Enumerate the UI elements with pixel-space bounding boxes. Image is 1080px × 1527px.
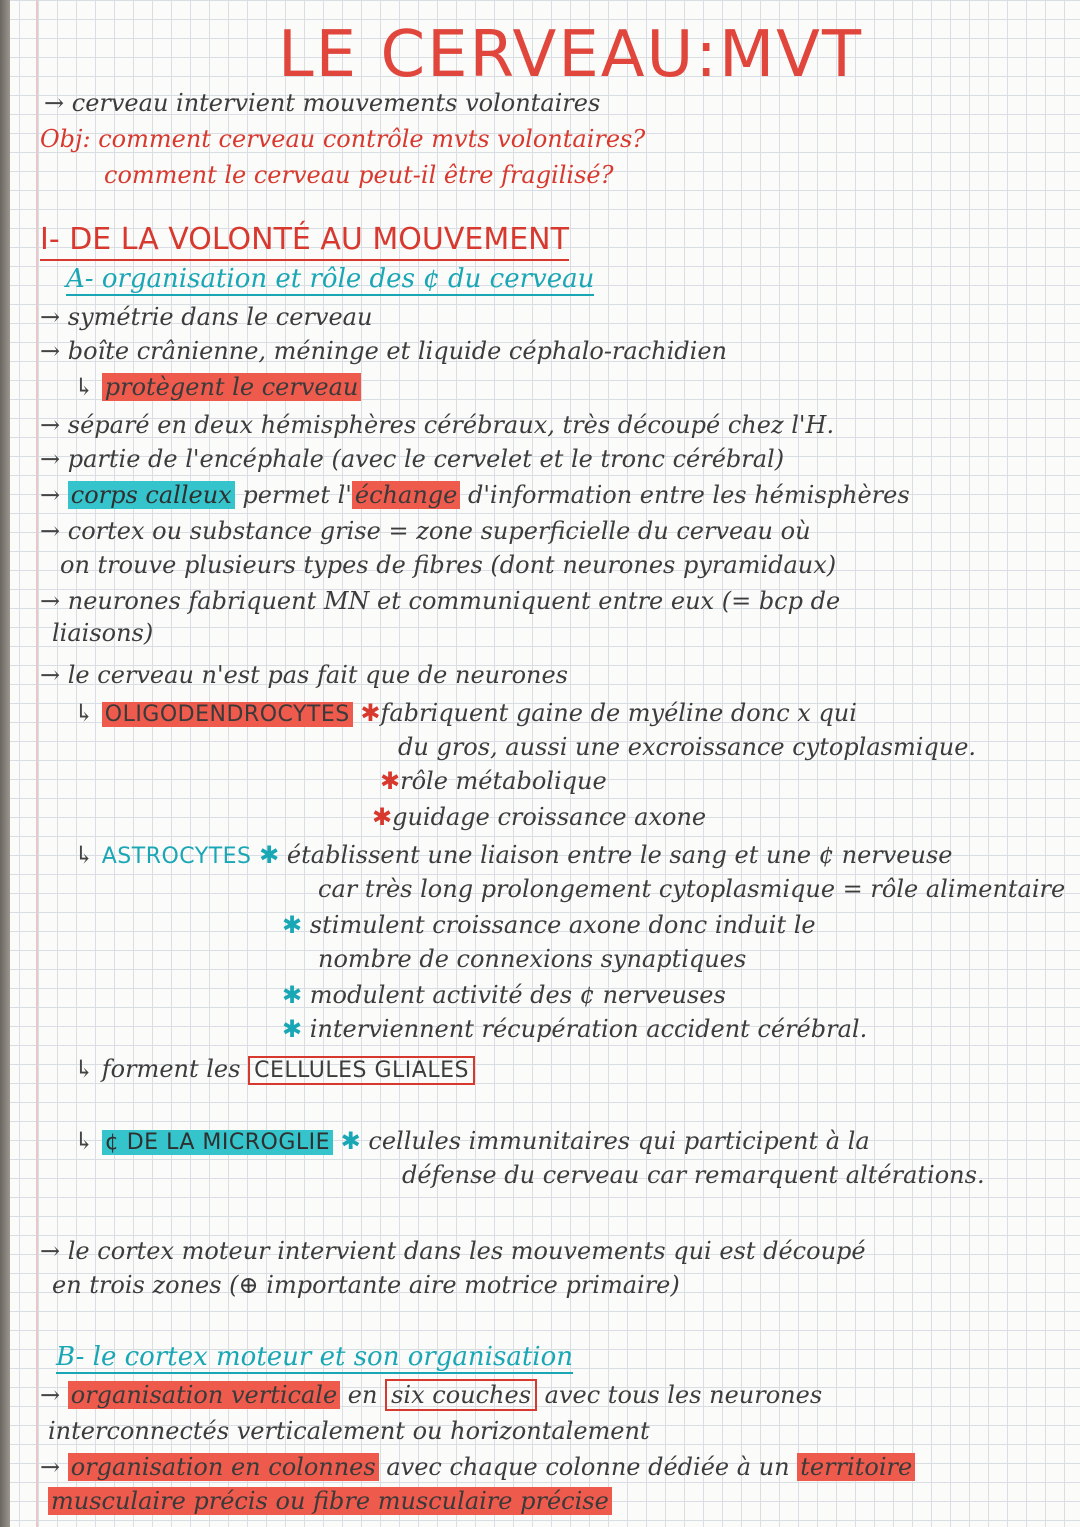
boxed-text: six couches: [385, 1379, 537, 1411]
note-text: en: [347, 1381, 378, 1409]
subsection-a-heading: A- organisation et rôle des ¢ du cerveau: [66, 264, 595, 294]
arrow-icon: →: [40, 303, 61, 331]
arrow-icon: →: [40, 661, 61, 689]
section-heading: I- DE LA VOLONTÉ AU MOUVEMENT: [40, 222, 569, 261]
note-line: du gros, aussi une excroissance cytoplasmique.: [398, 733, 977, 761]
note-text: symétrie dans le cerveau: [67, 303, 373, 331]
astrocytes-label: ASTROCYTES: [101, 844, 252, 869]
note-line: en trois zones (⊕ importante aire motrice primaire): [52, 1271, 680, 1299]
notebook-binding: [0, 0, 10, 1527]
note-text: rôle métabolique: [400, 767, 607, 795]
note-text: modulent activité des ¢ nerveuses: [309, 981, 726, 1009]
note-line: défense du cerveau car remarquent altérations.: [402, 1161, 985, 1189]
note-line: [40, 516, 811, 546]
note-text: cortex ou substance grise = zone superficielle du cerveau où: [67, 517, 811, 545]
glial-cells-label: CELLULES GLIALES: [248, 1056, 475, 1085]
note-line: [40, 1236, 866, 1266]
star-icon: ✱: [360, 699, 381, 727]
hook-arrow-icon: ↳: [74, 699, 95, 727]
note-line: liaisons): [52, 619, 154, 647]
arrow-icon: →: [40, 337, 61, 365]
microglia-row: [74, 1126, 870, 1158]
note-text: d'information entre les hémisphères: [460, 481, 910, 509]
highlighted-text: protègent le cerveau: [102, 373, 362, 401]
margin-line: [36, 0, 38, 1527]
arrow-icon: →: [40, 587, 61, 615]
note-line: nombre de connexions synaptiques: [318, 945, 747, 973]
highlighted-text: territoire: [797, 1453, 915, 1481]
note-line: car très long prolongement cytoplasmique = rôle alimentaire: [318, 875, 1066, 903]
note-line: [372, 802, 706, 832]
note-line: [40, 1380, 822, 1410]
oligodendrocytes-label: OLIGODENDROCYTES: [102, 702, 353, 727]
objective-line: [40, 124, 645, 154]
note-text: le cerveau n'est pas fait que de neurones: [67, 661, 568, 689]
note-text: partie de l'encéphale (avec le cervelet et le tronc cérébral): [67, 445, 785, 473]
note-line: [380, 766, 607, 796]
note-line: [74, 372, 361, 402]
arrow-icon: →: [40, 1237, 61, 1265]
intro-line: [44, 88, 600, 118]
objective-question-2: comment le cerveau peut-il être fragilisé?: [104, 161, 614, 189]
astrocytes-row: [74, 840, 952, 872]
arrow-icon: →: [40, 445, 61, 473]
note-line: [40, 302, 372, 332]
arrow-icon: →: [40, 481, 61, 509]
highlighted-text: organisation en colonnes: [68, 1453, 379, 1481]
note-text: séparé en deux hémisphères cérébraux, très découpé chez l'H.: [67, 411, 835, 439]
note-text: forment les: [101, 1055, 241, 1083]
arrow-icon: →: [40, 517, 61, 545]
star-icon: ✱: [282, 1015, 303, 1043]
star-icon: ✱: [282, 911, 303, 939]
note-line: [40, 480, 910, 510]
note-text: boîte crânienne, méninge et liquide céphalo-rachidien: [67, 337, 727, 365]
note-line: [282, 980, 726, 1010]
arrow-icon: →: [44, 89, 65, 117]
objective-question-1: comment cerveau contrôle mvts volontaires?: [98, 125, 646, 153]
star-icon: ✱: [372, 803, 393, 831]
oligodendrocytes-row: [74, 698, 857, 730]
note-line: [40, 444, 784, 474]
note-line: on trouve plusieurs types de fibres (dont neurones pyramidaux): [60, 551, 837, 579]
arrow-icon: →: [40, 1381, 61, 1409]
note-line: [282, 910, 816, 940]
note-text: établissent une liaison entre le sang et une ¢ nerveuse: [286, 841, 953, 869]
note-line: [40, 336, 727, 366]
note-line: [48, 1486, 612, 1516]
objective-label: Obj:: [40, 125, 91, 153]
arrow-icon: →: [40, 1453, 61, 1481]
note-text: avec tous les neurones: [544, 1381, 823, 1409]
note-text: interviennent récupération accident cérébral.: [309, 1015, 868, 1043]
hook-arrow-icon: ↳: [74, 841, 95, 869]
hook-arrow-icon: ↳: [74, 373, 95, 401]
hook-arrow-icon: ↳: [74, 1055, 95, 1083]
highlighted-text: échange: [352, 481, 460, 509]
star-icon: ✱: [259, 841, 280, 869]
star-icon: ✱: [340, 1127, 361, 1155]
highlighted-text: organisation verticale: [68, 1381, 340, 1409]
note-line: interconnectés verticalement ou horizontalement: [48, 1417, 650, 1445]
page-title: LE CERVEAU:MVT: [278, 18, 864, 92]
intro-text: cerveau intervient mouvements volontaires: [71, 89, 601, 117]
arrow-icon: →: [40, 411, 61, 439]
note-line: [40, 586, 840, 616]
hook-arrow-icon: ↳: [74, 1127, 95, 1155]
note-line: [40, 660, 568, 690]
note-text: cellules immunitaires qui participent à la: [368, 1127, 870, 1155]
microglia-label: ¢ DE LA MICROGLIE: [102, 1130, 333, 1155]
star-icon: ✱: [282, 981, 303, 1009]
note-line: [40, 410, 834, 440]
note-text: avec chaque colonne dédiée à un: [386, 1453, 790, 1481]
note-text: stimulent croissance axone donc induit le: [309, 911, 816, 939]
highlighted-text: corps calleux: [68, 481, 235, 509]
note-line: [40, 1452, 915, 1482]
glial-row: [74, 1054, 475, 1086]
note-line: [282, 1014, 867, 1044]
note-text: neurones fabriquent MN et communiquent entre eux (= bcp de: [67, 587, 841, 615]
subsection-b-heading: B- le cortex moteur et son organisation: [56, 1342, 573, 1372]
highlighted-text: musculaire précis ou fibre musculaire précise: [48, 1487, 612, 1515]
note-text: permet l': [242, 481, 352, 509]
note-text: le cortex moteur intervient dans les mouvements qui est découpé: [67, 1237, 866, 1265]
star-icon: ✱: [380, 767, 401, 795]
note-text: fabriquent gaine de myéline donc x qui: [380, 699, 857, 727]
note-text: guidage croissance axone: [392, 803, 707, 831]
